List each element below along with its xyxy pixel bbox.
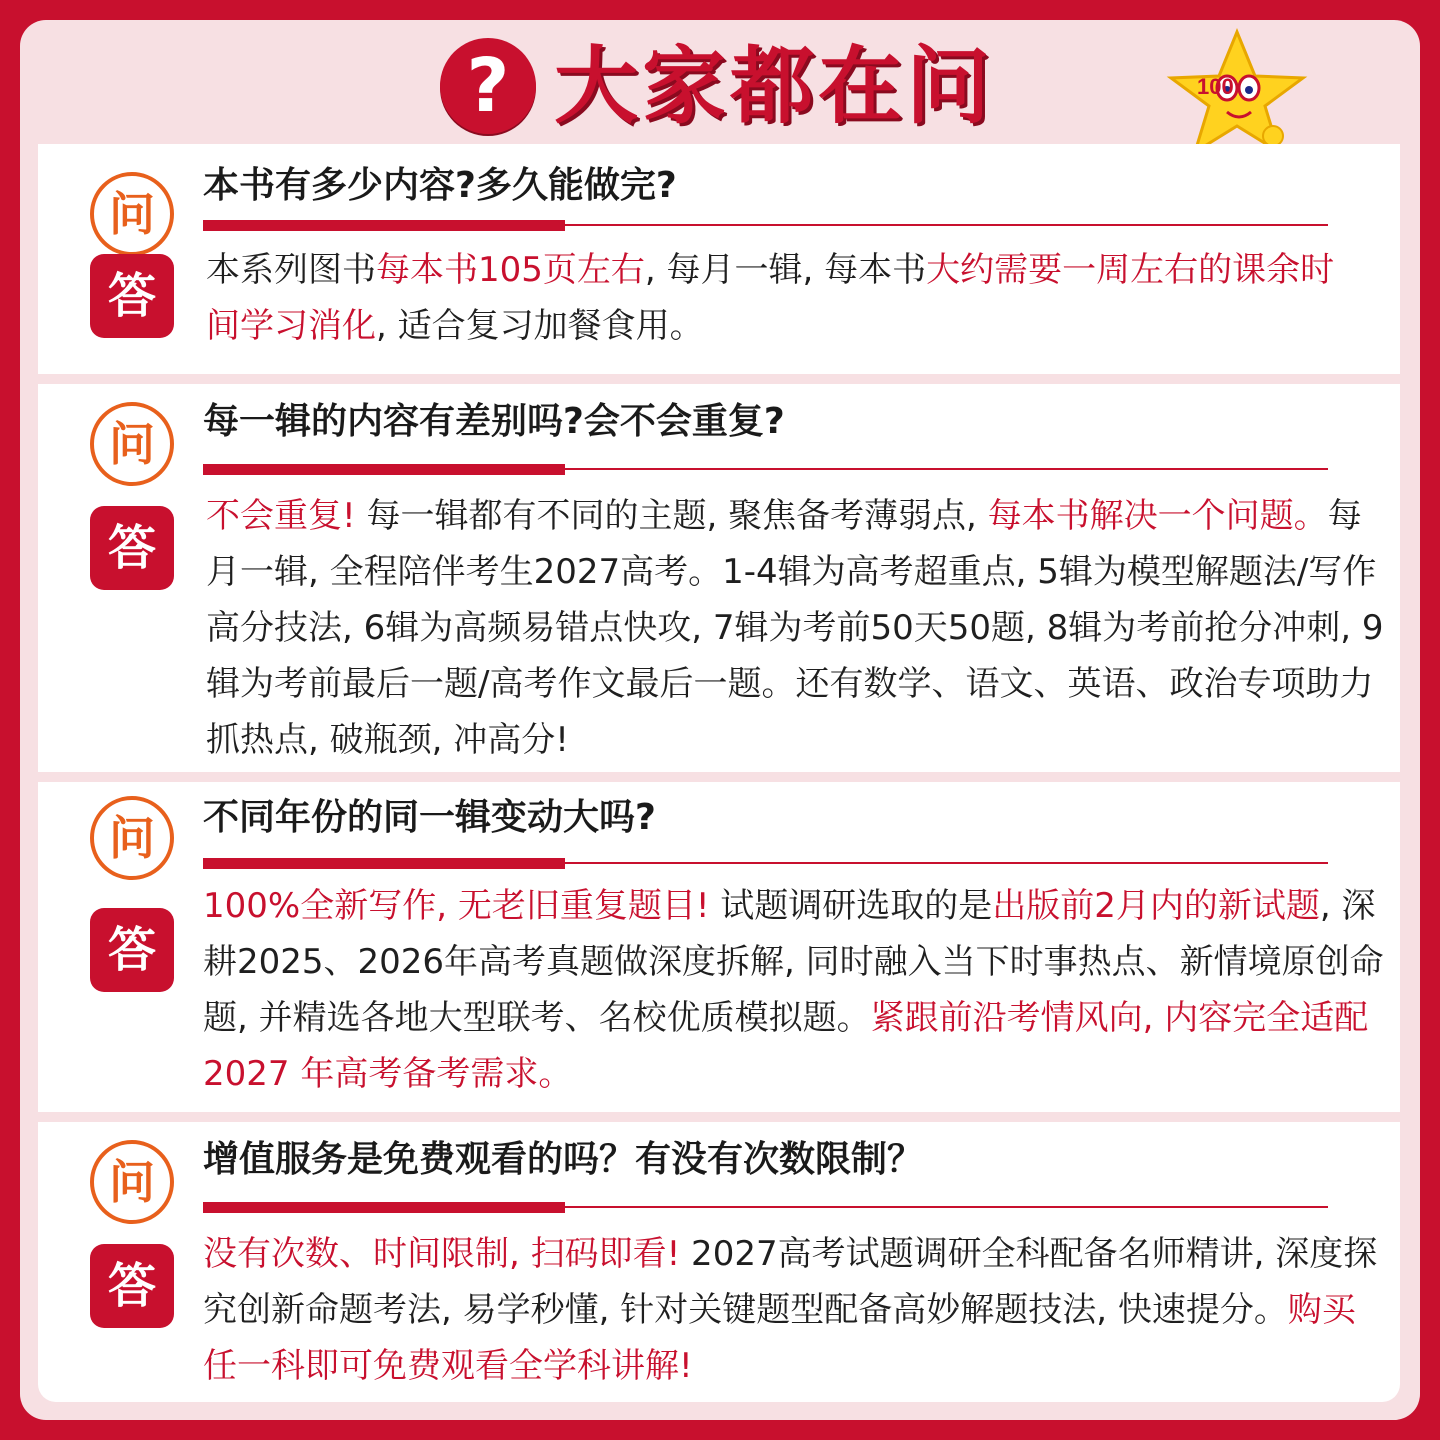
header-title-group xyxy=(440,38,994,134)
faq-card-2 xyxy=(38,384,1400,772)
faq-card-4 xyxy=(38,1122,1400,1402)
divider-accent xyxy=(203,220,565,231)
faq-question: 本书有多少内容?多久能做完? xyxy=(203,165,677,206)
answer-segment: , 深耕2025、2026年高考真题做深度拆解, 同时融入当下时事热点、新情境原创命题, 并精选各地大型联考、名校优质模拟题。 xyxy=(203,886,1384,1038)
faq-card-1 xyxy=(38,144,1400,374)
answer-highlight: 出版前2月内的新试题 xyxy=(992,886,1320,926)
answer-highlight: 没有次数、时间限制, 扫码即看! xyxy=(203,1234,681,1274)
answer-highlight: 100%全新写作, 无老旧重复题目! xyxy=(203,886,710,926)
answer-segment: , 每月一辑, 每本书 xyxy=(644,250,927,290)
question-badge: 问 xyxy=(90,1140,174,1224)
page-title: 大家都在问 xyxy=(554,37,995,135)
faq-question: 每一辑的内容有差别吗?会不会重复? xyxy=(203,401,785,442)
faq-card-3 xyxy=(38,782,1400,1112)
answer-highlight: 大约需要一周左右的课余时间学习消化 xyxy=(206,250,1335,346)
faq-question: 不同年份的同一辑变动大吗? xyxy=(203,797,656,838)
question-badge: 问 xyxy=(90,172,174,256)
question-badge: 问 xyxy=(90,402,174,486)
answer-badge: 答 xyxy=(90,1244,174,1328)
faq-answer xyxy=(206,488,1391,768)
answer-highlight: 每本书解决一个问题。 xyxy=(987,496,1328,536)
question-mark-icon: ? xyxy=(440,38,536,134)
answer-segment: 每一辑都有不同的主题, 聚焦备考薄弱点, xyxy=(355,496,988,536)
answer-segment: , 适合复习加餐食用。 xyxy=(376,306,704,346)
page-frame xyxy=(20,20,1420,1420)
answer-highlight: 紧跟前沿考情风向, 内容完全适配 2027 年高考备考需求。 xyxy=(203,998,1369,1094)
divider-accent xyxy=(203,1202,565,1213)
faq-answer xyxy=(203,1226,1388,1394)
answer-highlight: 每本书105页左右 xyxy=(376,250,645,290)
answer-badge: 答 xyxy=(90,908,174,992)
answer-highlight: 不会重复! xyxy=(206,496,356,536)
answer-badge: 答 xyxy=(90,254,174,338)
question-badge: 问 xyxy=(90,796,174,880)
faq-answer xyxy=(203,878,1388,1102)
answer-highlight: 购买任一科即可免费观看全学科讲解! xyxy=(203,1290,1356,1386)
answer-segment: 每月一辑, 全程陪伴考生2027高考。1-4辑为高考超重点, 5辑为模型解题法/写作高分技法, 6辑为高频易错点快攻, 7辑为考前50天50题, 8辑为考前抢分冲刺, 9辑为考前最后一题/高考作文最后一题。还有数学、语文、英语、政治专项助力抓热点, 破瓶颈, 冲高分! xyxy=(206,496,1384,760)
divider-accent xyxy=(203,858,565,869)
divider-accent xyxy=(203,464,565,475)
mascot-badge-text: 100 xyxy=(1197,74,1234,99)
answer-badge: 答 xyxy=(90,506,174,590)
answer-segment: 本系列图书 xyxy=(206,250,376,290)
faq-answer xyxy=(206,242,1346,354)
faq-question: 增值服务是免费观看的吗？有没有次数限制？ xyxy=(203,1139,924,1180)
answer-segment: 2027高考试题调研全科配备名师精讲, 深度探究创新命题考法, 易学秒懂, 针对关键题型配备高妙解题技法, 快速提分。 xyxy=(203,1234,1378,1330)
answer-segment: 试题调研选取的是 xyxy=(709,886,993,926)
